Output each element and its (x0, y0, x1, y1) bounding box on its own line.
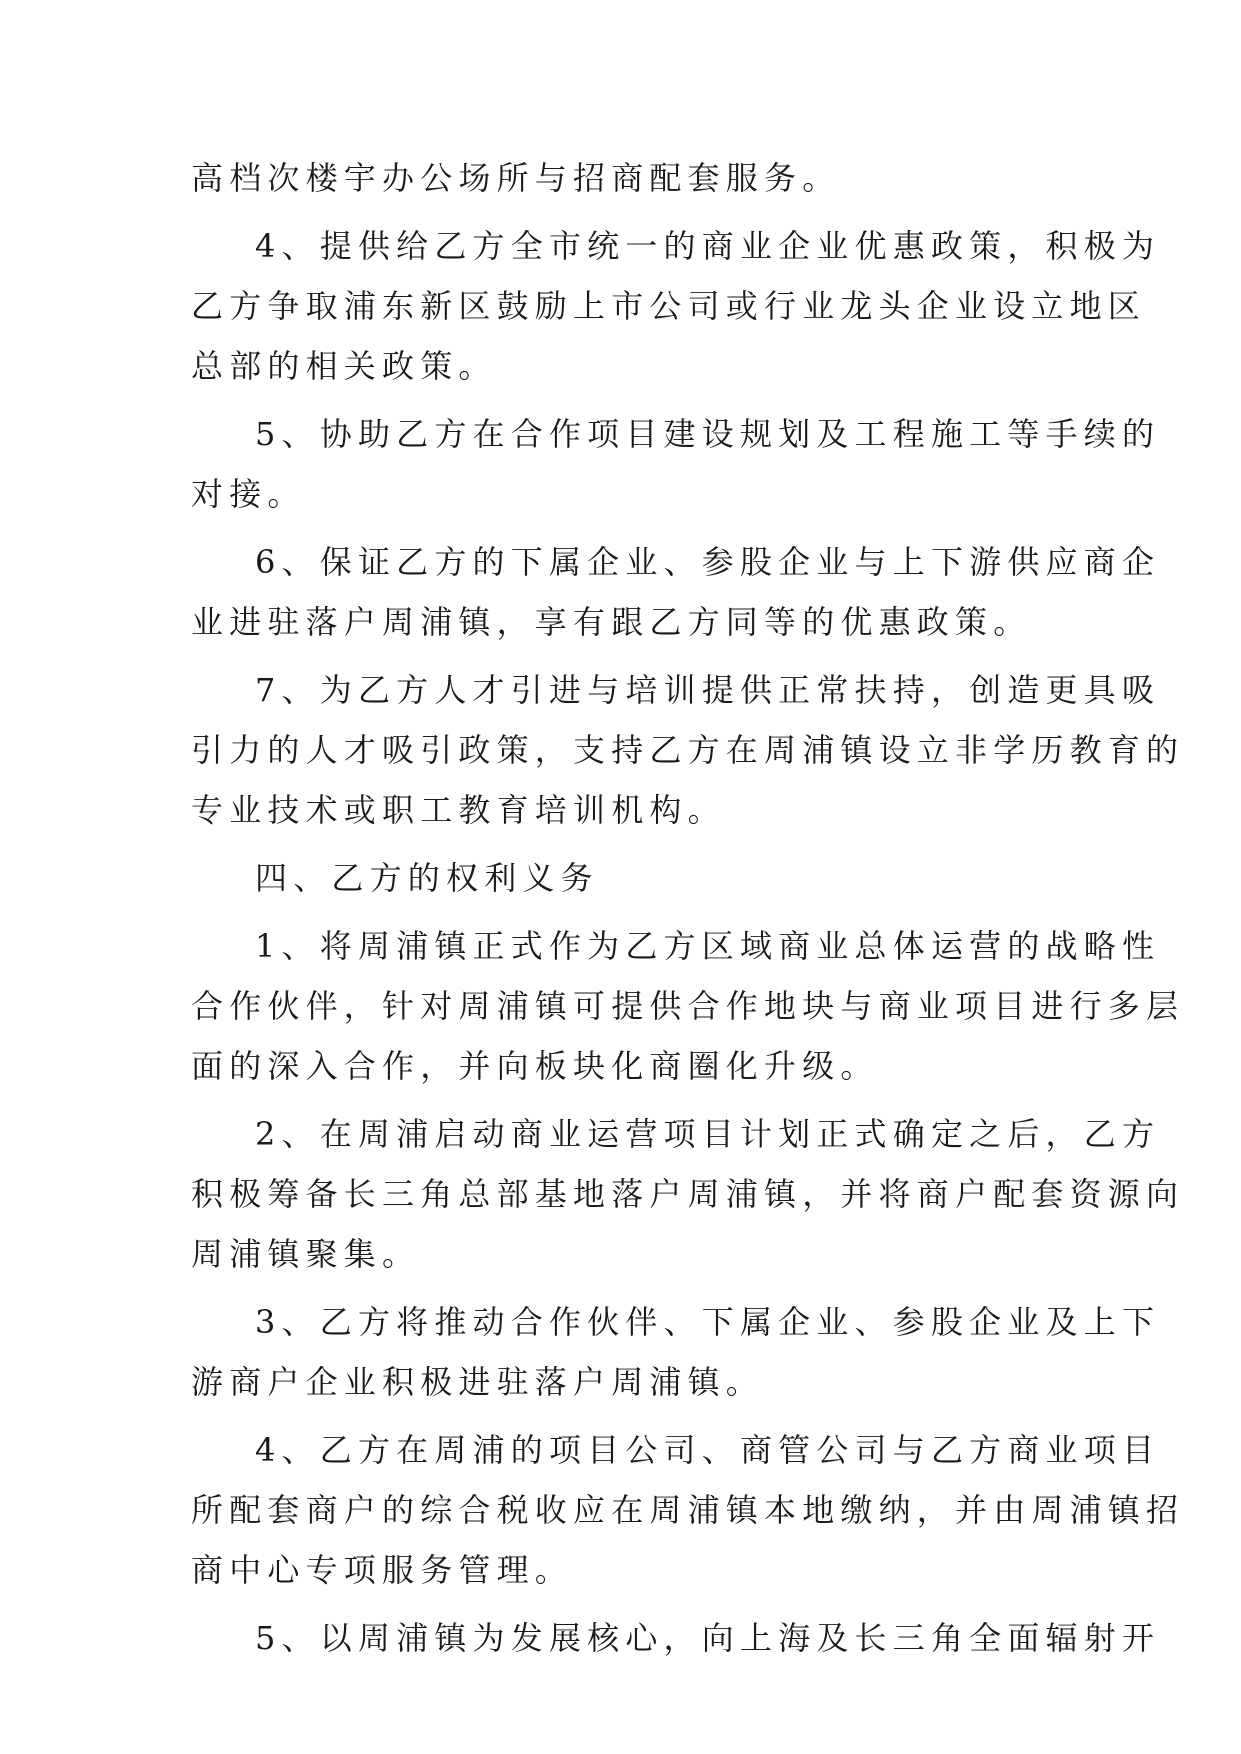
paragraph-line: 6、保证乙方的下属企业、参股企业与上下游供应商企 (255, 543, 1161, 581)
paragraph-line: 所配套商户的综合税收应在周浦镇本地缴纳，并由周浦镇招 (191, 1491, 1185, 1529)
paragraph-line: 业进驻落户周浦镇，享有跟乙方同等的优惠政策。 (191, 603, 1032, 641)
paragraph-line: 专业技术或职工教育培训机构。 (191, 791, 726, 829)
paragraph-line: 引力的人才吸引政策，支持乙方在周浦镇设立非学历教育的 (191, 731, 1185, 769)
paragraph-line: 2、在周浦启动商业运营项目计划正式确定之后，乙方 (255, 1115, 1161, 1153)
paragraph-line: 3、乙方将推动合作伙伴、下属企业、参股企业及上下 (255, 1303, 1161, 1341)
paragraph-line: 周浦镇聚集。 (191, 1235, 421, 1273)
paragraph-line: 商中心专项服务管理。 (191, 1551, 574, 1589)
paragraph-line: 游商户企业积极进驻落户周浦镇。 (191, 1363, 765, 1401)
paragraph-line: 5、协助乙方在合作项目建设规划及工程施工等手续的 (255, 415, 1161, 453)
paragraph-line: 合作伙伴，针对周浦镇可提供合作地块与商业项目进行多层 (191, 987, 1185, 1025)
paragraph-line: 总部的相关政策。 (191, 347, 497, 385)
paragraph-line: 高档次楼宇办公场所与招商配套服务。 (191, 159, 841, 197)
paragraph-line: 积极筹备长三角总部基地落户周浦镇，并将商户配套资源向 (191, 1175, 1185, 1213)
paragraph-line: 5、以周浦镇为发展核心，向上海及长三角全面辐射开 (255, 1619, 1161, 1657)
paragraph-line: 乙方争取浦东新区鼓励上市公司或行业龙头企业设立地区 (191, 287, 1147, 325)
paragraph-line: 1、将周浦镇正式作为乙方区域商业总体运营的战略性 (255, 927, 1161, 965)
paragraph-line: 面的深入合作，并向板块化商圈化升级。 (191, 1047, 879, 1085)
section-heading: 四、乙方的权利义务 (255, 859, 599, 897)
paragraph-line: 4、提供给乙方全市统一的商业企业优惠政策，积极为 (255, 227, 1161, 265)
paragraph-line: 4、乙方在周浦的项目公司、商管公司与乙方商业项目 (255, 1431, 1161, 1469)
document-body (191, 148, 1185, 1668)
paragraph-line: 对接。 (191, 475, 306, 513)
paragraph-line: 7、为乙方人才引进与培训提供正常扶持，创造更具吸 (255, 671, 1161, 709)
